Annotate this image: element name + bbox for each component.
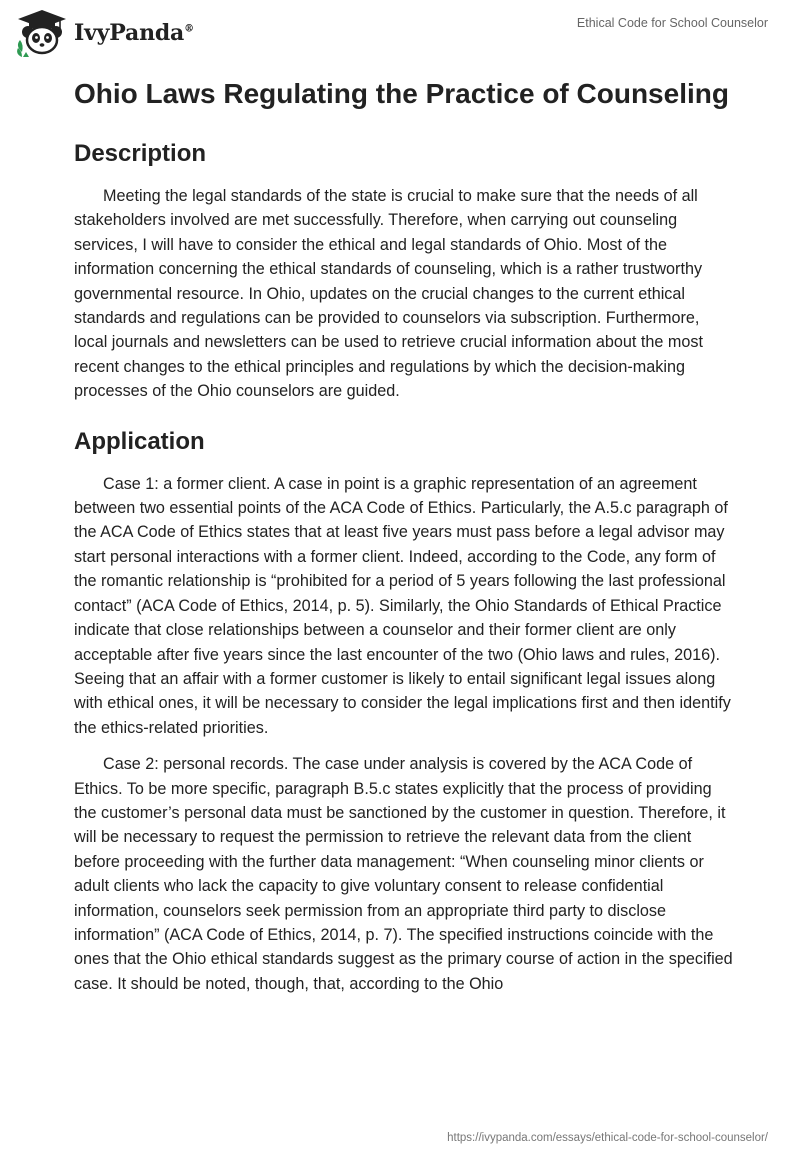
brand-name: IvyPanda: [74, 20, 185, 46]
source-url[interactable]: https://ivypanda.com/essays/ethical-code-for-school-counselor/: [447, 1132, 768, 1144]
panda-graduate-icon: [14, 8, 70, 58]
page-header: [0, 0, 800, 60]
article-body: [74, 74, 734, 1008]
section-heading-description: Description: [74, 140, 207, 167]
paragraph-application-1: Case 1: a former client. A case in point is a graphic representation of an agreement between two essential points of the ACA Code of Ethics. Particularly, the A.5.c paragraph of the ACA Code of Ethics states that at least five years must pass before a legal advisor may start personal interactions with a former client. Indeed, according to the Code, any form of the romantic relationship is “prohibited for a period of 5 years following the last professional contact” (ACA Code of Ethics, 2014, p. 5). Similarly, the Ohio Standards of Ethical Practice indicate that close relationships between a counselor and their former client are only acceptable after five years since the last encounter of the two (Ohio laws and rules, 2016). Seeing that an affair with a former customer is likely to entail significant legal issues along with ethical ones, it will be necessary to consider the legal implications first and then identify the ethics-related priorities.: [74, 474, 731, 737]
paragraph-description-1: Meeting the legal standards of the state is crucial to make sure that the needs of all stakeholders involved are met successfully. Therefore, when carrying out counseling services, I will have to consider the ethical and legal standards of Ohio. Most of the information concerning the ethical standards of counseling, which is a rather trustworthy governmental resource. In Ohio, updates on the crucial changes to the current ethical standards and regulations can be provided to counselors via subscription. Furthermore, local journals and newsletters can be used to retrieve crucial information about the most recent changes to the ethical principles and regulations by which the decision-making processes of the Ohio counselors are guided.: [74, 187, 703, 401]
page-title: Ohio Laws Regulating the Practice of Counseling: [74, 78, 729, 109]
ivypanda-logo[interactable]: [14, 8, 194, 58]
registered-mark: ®: [184, 23, 194, 35]
running-title: Ethical Code for School Counselor: [576, 16, 768, 30]
paragraph-application-2: Case 2: personal records. The case under analysis is covered by the ACA Code of Ethics. To be more specific, paragraph B.5.c states explicitly that the process of providing the customer’s personal data must be sanctioned by the customer in question. Therefore, it will be necessary to request the permission to retrieve the relevant data from the client before proceeding with the further data management: “When counseling minor clients or adult clients who lack the capacity to give voluntary consent to release confidential information, counselors seek permission from an appropriate third party to disclose information” (ACA Code of Ethics, 2014, p. 7). The specified instructions coincide with the ones that the Ohio ethical standards suggest as the primary course of action in the specified case. It should be noted, though, that, according to the Ohio: [74, 755, 733, 993]
logo-wordmark: [74, 20, 194, 46]
section-heading-application: Application: [74, 427, 205, 455]
